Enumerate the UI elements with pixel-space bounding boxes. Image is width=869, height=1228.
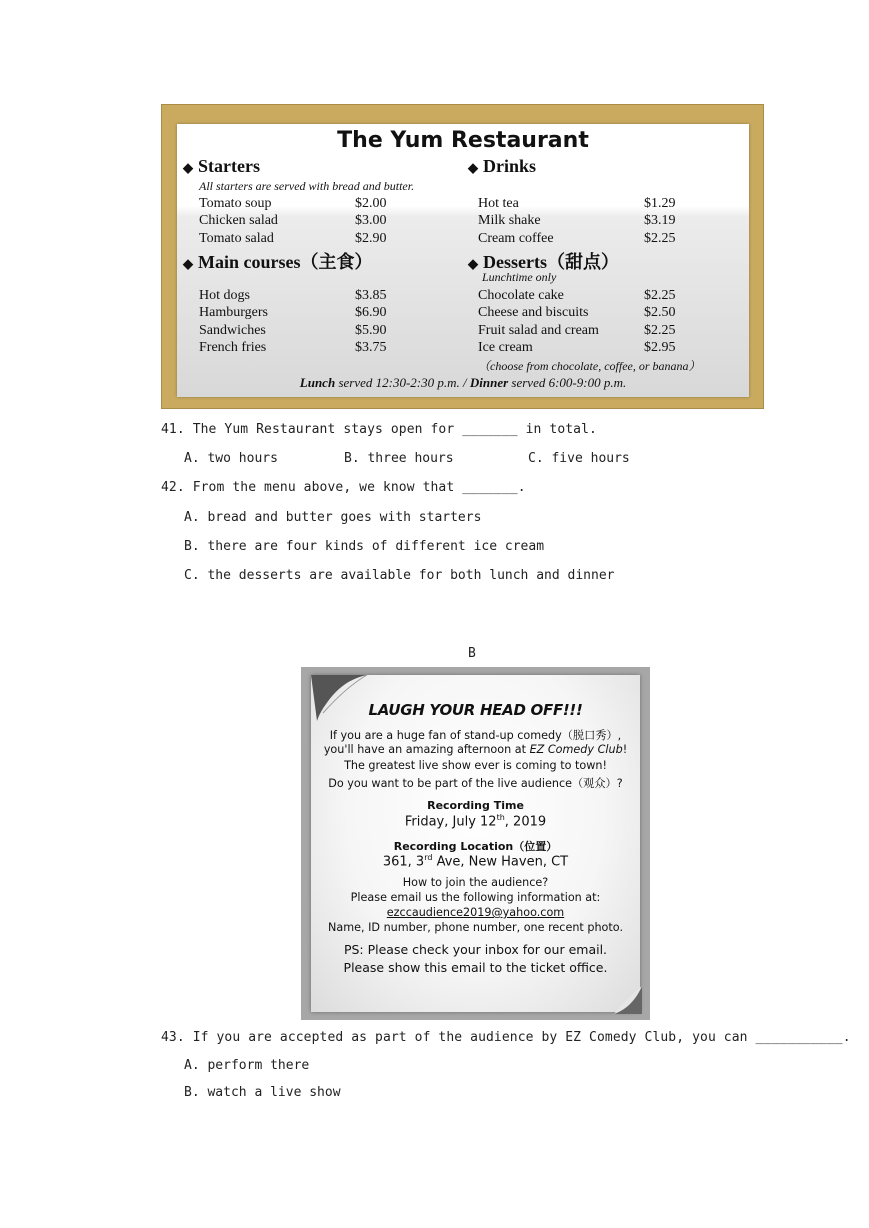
required-info: Name, ID number, phone number, one recent photo. (327, 921, 623, 934)
desserts-heading-text: Desserts（甜点） (483, 252, 619, 272)
poster-intro-4: Do you want to be part of the live audience（观众）? (328, 777, 623, 790)
recording-time-label: Recording Time (427, 799, 524, 812)
ps-line-1: PS: Please check your inbox for our email. (343, 942, 608, 957)
ice-cream-note: （choose from chocolate, coffee, or banana） (478, 359, 701, 373)
question-43-option-a[interactable]: A. perform there (184, 1058, 310, 1073)
diamond-bullet-icon: ◆ (183, 160, 193, 175)
contact-email-link[interactable]: ezccaudience2019@yahoo.com (386, 906, 565, 919)
dinner-hours: served 6:00-9:00 p.m. (508, 375, 627, 390)
menu-title: The Yum Restaurant (337, 128, 589, 153)
main-courses-heading (183, 248, 373, 274)
dinner-label: Dinner (469, 375, 509, 390)
club-name: EZ Comedy Club (529, 743, 623, 756)
page-curl-icon (309, 673, 369, 725)
recording-address: 361, 3rd Ave, New Haven, CT (382, 853, 569, 870)
question-42-option-c[interactable]: C. the desserts are available for both lunch and dinner (184, 568, 615, 583)
starters-heading (183, 156, 260, 177)
question-41-option-a[interactable]: A. two hours (184, 451, 278, 466)
section-b-label: B (468, 646, 476, 661)
recording-date: Friday, July 12th, 2019 (404, 813, 547, 830)
recording-location-label: Recording Location（位置） (393, 840, 558, 853)
poster-title: LAUGH YOUR HEAD OFF!!! (368, 701, 583, 719)
poster-intro-2: you'll have an amazing afternoon at EZ Comedy Club! (323, 743, 628, 756)
comedy-poster (301, 667, 650, 1020)
diamond-bullet-icon: ◆ (468, 256, 478, 271)
lunch-hours: served 12:30-2:30 p.m. / (335, 375, 470, 390)
question-41-option-b[interactable]: B. three hours (344, 451, 454, 466)
question-41-option-c[interactable]: C. five hours (528, 451, 630, 466)
poster-intro-3: The greatest live show ever is coming to town! (344, 759, 607, 772)
page-curl-icon (610, 982, 644, 1016)
poster-intro-1: If you are a huge fan of stand-up comedy（脱口秀）, (329, 729, 622, 742)
join-instruction: Please email us the following information at: (350, 891, 601, 904)
drinks-heading-text: Drinks (483, 156, 537, 176)
question-42: 42. From the menu above, we know that _______. (161, 480, 526, 495)
drinks-heading (468, 156, 536, 177)
question-42-option-b[interactable]: B. there are four kinds of different ice cream (184, 539, 545, 554)
starters-note: All starters are served with bread and butter. (199, 179, 415, 193)
menu-card: The Yum Restaurant ◆ Starters All starters are served with bread and butter. Tomato soup $2.00 Chicken salad $3.00 Tomato salad $2.90 ◆ Drinks Hot tea $1.29 Milk shake $3.19 Cream coffee $2.25 ◆ Main courses（主食） Hot dogs $3.85 Hamburgers $6.90 Sandwiches $5.90 French fries $3.75 ◆ Desserts（甜点） Lunchtime only Chocolate cake $2.25 Cheese and biscuits $2.50 Fruit salad and cream $2.25 Ice cream $2.95 （choose from chocolate, coffee, or banana） Lunch served 12:30-2:30 p.m. / Dinner served 6:00-9:00 p.m. (177, 124, 749, 397)
question-43-option-b[interactable]: B. watch a live show (184, 1085, 341, 1100)
question-42-option-a[interactable]: A. bread and butter goes with starters (184, 510, 482, 525)
poster-paper (311, 675, 640, 1012)
desserts-note: Lunchtime only (482, 270, 557, 284)
question-43: 43. If you are accepted as part of the audience by EZ Comedy Club, you can ___________. (161, 1030, 851, 1045)
question-41: 41. The Yum Restaurant stays open for _______ in total. (161, 422, 597, 437)
starters-heading-text: Starters (198, 156, 260, 176)
main-courses-heading-text: Main courses（主食） (198, 252, 373, 272)
lunch-label: Lunch (299, 375, 336, 390)
ps-line-2: Please show this email to the ticket office. (343, 960, 608, 975)
diamond-bullet-icon: ◆ (468, 160, 478, 175)
diamond-bullet-icon: ◆ (183, 256, 193, 271)
menu-footer (177, 375, 749, 391)
menu-frame (161, 104, 764, 409)
join-question: How to join the audience? (402, 876, 549, 889)
